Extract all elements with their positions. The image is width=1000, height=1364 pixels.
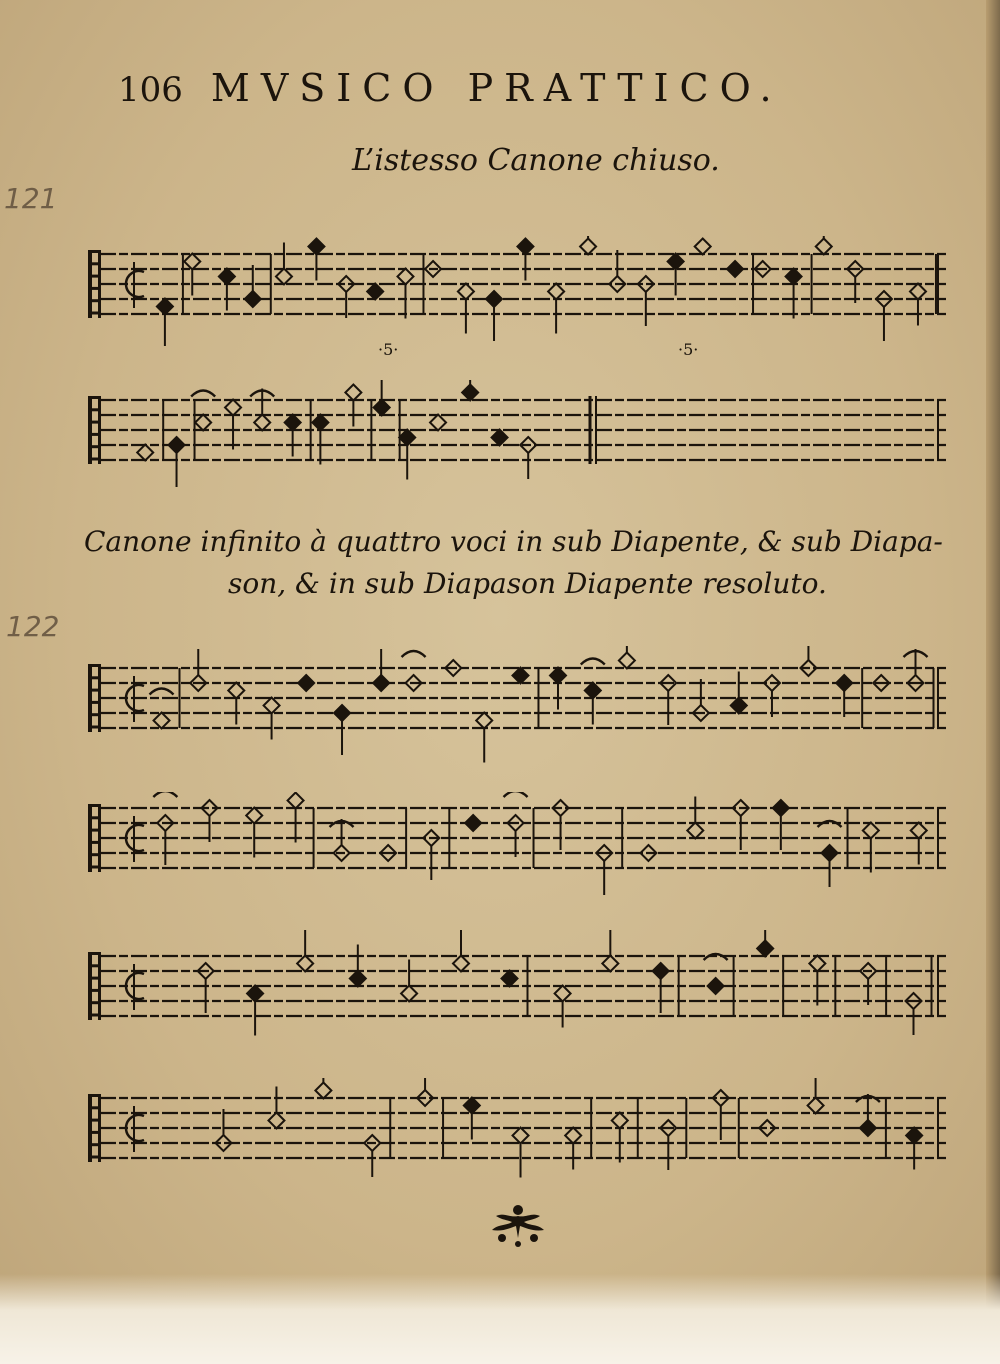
running-title: MVSICO PRATTICO. — [210, 66, 783, 110]
page-edge — [986, 0, 1000, 1364]
page-number: 106 — [118, 70, 183, 110]
staff-notation — [86, 236, 956, 346]
music-staff — [86, 792, 956, 902]
music-staff — [86, 930, 956, 1050]
section-subtitle: L’istesso Canone chiuso. — [352, 143, 720, 178]
mensuration-sign: ·5· — [678, 340, 699, 359]
canon-heading-line: Canone infinito à quattro voci in sub Diapente, & sub Diapa- — [84, 525, 943, 558]
staff-notation — [86, 792, 956, 902]
staff-notation — [86, 1078, 956, 1188]
music-staff — [86, 236, 956, 346]
fleuron-ornament-icon — [482, 1198, 554, 1248]
canon-heading-line: son, & in sub Diapason Diapente resoluto. — [228, 567, 827, 600]
music-staff — [86, 646, 956, 766]
music-staff — [86, 380, 956, 490]
music-staff — [86, 1078, 956, 1188]
staff-notation — [86, 930, 956, 1050]
running-header — [118, 66, 838, 116]
bottom-margin — [0, 1274, 1000, 1364]
mensuration-sign: ·5· — [378, 340, 399, 359]
staff-notation — [86, 380, 956, 490]
margin-note: 121 — [4, 182, 58, 215]
margin-note: 122 — [6, 610, 60, 643]
staff-notation — [86, 646, 956, 766]
